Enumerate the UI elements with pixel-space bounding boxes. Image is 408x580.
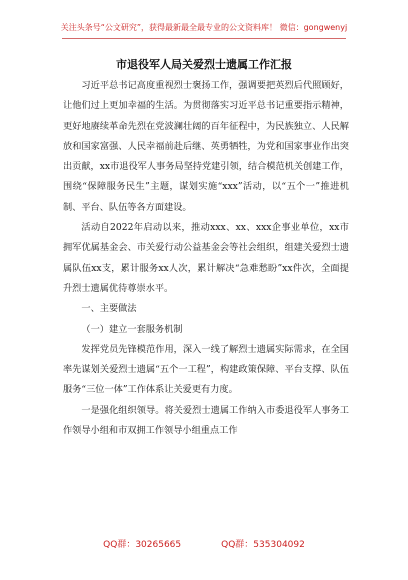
subsection-heading: （一）建立一套服务机制 [81, 323, 183, 335]
paragraph-activity: 活动自2022年启动以来，推动xxx、xx、xxx企事业单位，xx市拥军优属基金会、市关爱行动公益基金会等社会组织，组建关爱烈士遗属队伍xx支，累计服务xx人次，累计解决“急难愁盼”xx件次，全面提升烈士遗属优待尊崇水平。 [63, 222, 349, 294]
paragraph-intro: 习近平总书记高度重视烈士褒扬工作，强调要把英烈后代照顾好，让他们过上更加幸福的生活。为贯彻落实习近平总书记重要指示精神，更好地赓续革命先烈在党波澜壮阔的百年征程中，为民族独立、人民解放和国家富强、人民幸福前赴后继、英勇牺牲，为党和国家事业作出突出贡献，xx市退役军人事务局坚持党建引领，结合模范机关创建工作，围绕“保障服务民生”主题，谋划实施“xxx”活动，以“五个一”推进机制、平台、队伍等各方面建设。 [63, 80, 349, 213]
document-body [63, 76, 349, 441]
footer-qq-group-1: QQ群：30265665 [103, 540, 182, 550]
document-title: 市退役军人局关爱烈士遗属工作汇报 [116, 58, 292, 71]
promo-banner: 关注头条号“公文研究”，获得最新最全最专业的公文资料库！ 微信：gongwenyj [60, 23, 348, 32]
section-heading: 一、主要做法 [81, 303, 137, 315]
paragraph-mechanism: 发挥党员先锋模范作用，深入一线了解烈士遗属实际需求，在全国率先谋划关爱烈士遗属“五个一工程”，构建政策保障、平台支撑、队伍服务“三位一体”工作体系让关爱更有力度。 [63, 343, 349, 396]
footer-qq-group-2: QQ群：535304092 [221, 540, 305, 550]
footer-contacts [0, 537, 408, 550]
paragraph-leadership: 一是强化组织领导。将关爱烈士遗属工作纳入市委退役军人事务工作领导小组和市双拥工作领导小组重点工作 [63, 404, 349, 437]
banner-divider [62, 38, 346, 39]
